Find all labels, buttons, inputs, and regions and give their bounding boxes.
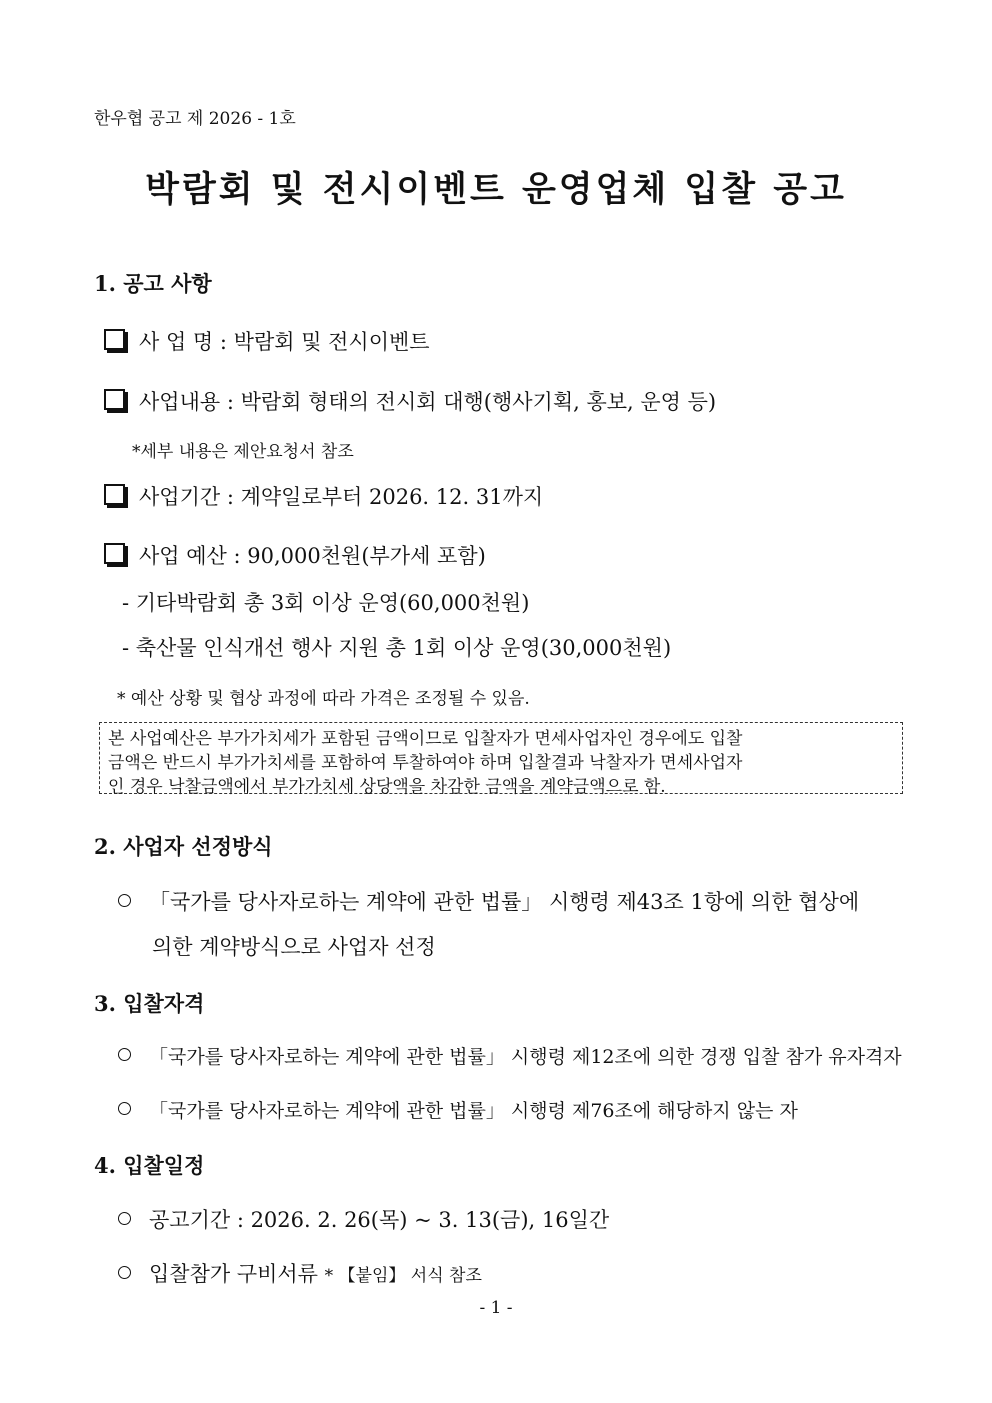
- vat-notice-line: 인 경우 낙찰금액에서 부가가치세 상당액을 차감한 금액을 계약금액으로 함.: [108, 777, 666, 797]
- vat-notice-line: 본 사업예산은 부가가치세가 포함된 금액이므로 입찰자가 면세사업자인 경우에도 입찰: [108, 729, 743, 749]
- section-heading-1: 1. 공고 사항: [94, 271, 212, 296]
- vat-notice-line: 금액은 반드시 부가가치세를 포함하여 투찰하여야 하며 입찰결과 낙찰자가 면세사업자: [108, 753, 743, 773]
- circle-bullet-icon: [118, 1266, 131, 1279]
- notice-period-text: 공고기간 : 2026. 2. 26(목) ~ 3. 13(금), 16일간: [149, 1208, 610, 1232]
- item-value: 박람회 형태의 전시회 대행(행사기획, 홍보, 운영 등): [240, 390, 717, 414]
- item-label: 사업 예산: [139, 544, 227, 568]
- qualification-item-2: [118, 1096, 798, 1123]
- section-heading-4: 4. 입찰일정: [94, 1153, 205, 1178]
- circle-bullet-icon: [118, 1212, 131, 1225]
- vat-notice-box: [99, 722, 903, 797]
- budget-note: * 예산 상황 및 협상 과정에 따라 가격은 조정될 수 있음.: [117, 689, 530, 709]
- checkbox-square-icon: [104, 389, 125, 410]
- item-value: 90,000천원(부가세 포함): [247, 544, 486, 568]
- item-label: 사업기간: [139, 485, 221, 509]
- budget-breakdown-1: - 기타박람회 총 3회 이상 운영(60,000천원): [122, 591, 530, 615]
- page-title: 박람회 및 전시이벤트 운영업체 입찰 공고: [145, 169, 847, 210]
- notice-number: 한우협 공고 제 2026 - 1호: [94, 109, 296, 129]
- required-documents-note: * 【붙임】 서식 참조: [324, 1266, 482, 1286]
- item-project-name: 사 업 명 : 박람회 및 전시이벤트: [104, 326, 430, 356]
- qualification-text: 「국가를 당사자로하는 계약에 관한 법률」 시행령 제76조에 해당하지 않는 자: [149, 1100, 798, 1122]
- content-note: *세부 내용은 제안요청서 참조: [132, 442, 354, 462]
- section-heading-3: 3. 입찰자격: [94, 991, 205, 1016]
- item-project-content: 사업내용 : 박람회 형태의 전시회 대행(행사기획, 홍보, 운영 등): [104, 386, 716, 416]
- budget-breakdown-2: - 축산물 인식개선 행사 지원 총 1회 이상 운영(30,000천원): [122, 636, 672, 660]
- item-label: 사 업 명: [139, 330, 214, 354]
- selection-method-text: 「국가를 당사자로하는 계약에 관한 법률」 시행령 제43조 1항에 의한 협상에: [149, 890, 860, 914]
- checkbox-square-icon: [104, 543, 125, 564]
- selection-method-line-1: [118, 886, 859, 916]
- required-documents-label: 입찰참가 구비서류: [149, 1262, 318, 1286]
- checkbox-square-icon: [104, 329, 125, 350]
- item-project-budget: 사업 예산 : 90,000천원(부가세 포함): [104, 540, 486, 570]
- checkbox-square-icon: [104, 484, 125, 505]
- item-label: 사업내용: [139, 390, 221, 414]
- page-number: - 1 -: [479, 1298, 513, 1318]
- qualification-text: 「국가를 당사자로하는 계약에 관한 법률」 시행령 제12조에 의한 경쟁 입찰 참가 유자격자: [149, 1046, 902, 1068]
- circle-bullet-icon: [118, 894, 131, 907]
- item-project-period: 사업기간 : 계약일로부터 2026. 12. 31까지: [104, 481, 543, 511]
- item-value: 박람회 및 전시이벤트: [233, 330, 430, 354]
- section-heading-2: 2. 사업자 선정방식: [94, 834, 273, 859]
- notice-period: [118, 1204, 609, 1234]
- item-value: 계약일로부터 2026. 12. 31까지: [240, 485, 544, 509]
- circle-bullet-icon: [118, 1048, 131, 1061]
- qualification-item-1: [118, 1042, 902, 1069]
- required-documents: [118, 1258, 482, 1288]
- selection-method-line-2: 의한 계약방식으로 사업자 선정: [152, 935, 436, 959]
- circle-bullet-icon: [118, 1102, 131, 1115]
